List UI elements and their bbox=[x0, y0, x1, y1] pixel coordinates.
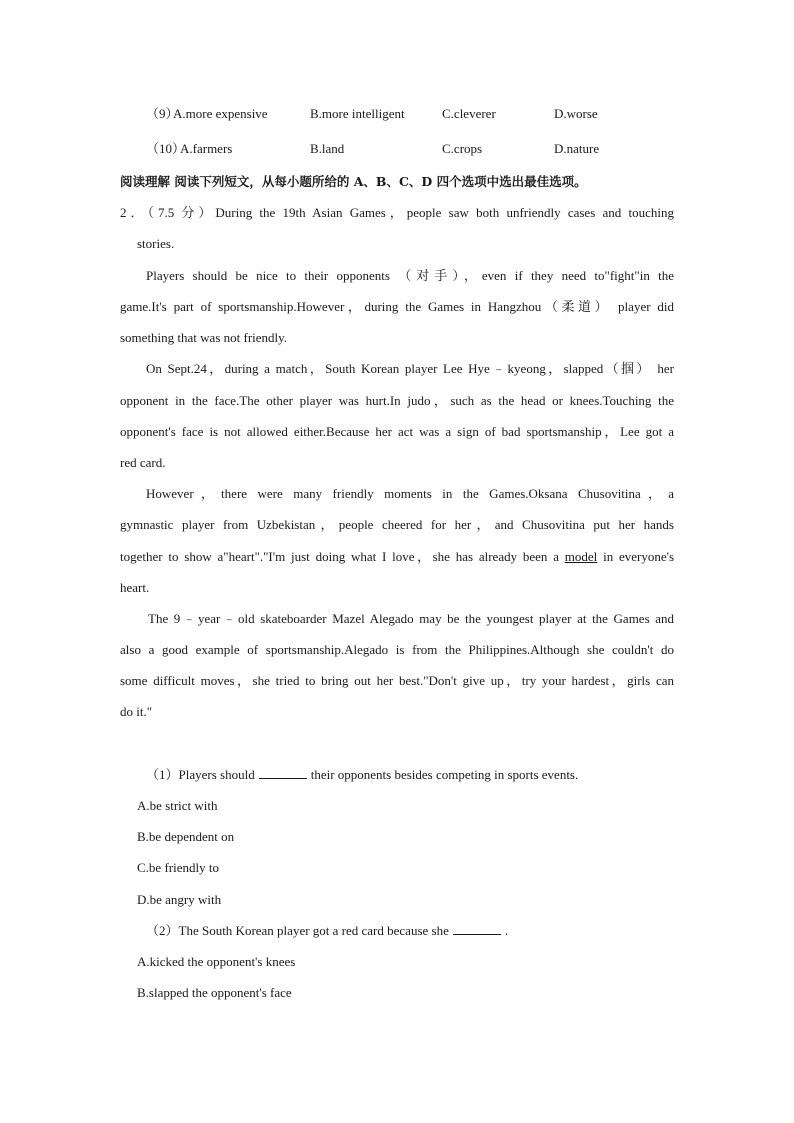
sub-question-1-stem bbox=[146, 767, 578, 783]
passage-text: in everyone's bbox=[603, 549, 675, 564]
passage-line-with-underline bbox=[120, 549, 674, 565]
option-a: A.farmers bbox=[180, 141, 233, 156]
sub-question-2-stem bbox=[146, 923, 508, 939]
option-d: D.nature bbox=[554, 141, 600, 156]
options-row-10 bbox=[146, 141, 666, 157]
passage-line: The 9﹣year﹣old skateboarder Mazel Alegado may be the youngest player at the Games and bbox=[148, 611, 674, 626]
passage-line: On Sept.24，during a match，South Korean player Lee Hye﹣kyeong，slapped（掴） her bbox=[146, 361, 674, 376]
sub-1-option-c: C.be friendly to bbox=[137, 860, 219, 875]
answer-blank bbox=[453, 923, 501, 935]
option-c: C.crops bbox=[442, 141, 483, 156]
question-number: （10） bbox=[146, 141, 186, 156]
passage-text: together to show a"heart"."I'm just doing what I love，she has already been a bbox=[120, 549, 559, 564]
option-d: D.worse bbox=[554, 106, 598, 121]
stem-text: （1）Players should bbox=[146, 767, 255, 782]
question-number: （9） bbox=[146, 106, 179, 121]
passage-line: also a good example of sportsmanship.Alegado is from the Philippines.Although she couldn't do bbox=[120, 642, 674, 657]
question-2-number: 2．（7.5 分） bbox=[120, 205, 216, 220]
option-b: B.land bbox=[310, 141, 345, 156]
sub-1-option-d: D.be angry with bbox=[137, 892, 222, 907]
stem-text: their opponents besides competing in sports events. bbox=[310, 767, 579, 782]
sub-1-option-b: B.be dependent on bbox=[137, 829, 235, 844]
options-row-9 bbox=[146, 106, 666, 122]
question-2-intro bbox=[120, 205, 674, 221]
sub-2-option-a: A.kicked the opponent's knees bbox=[137, 954, 296, 969]
passage-line: game.It's part of sportsmanship.However，during the Games in Hangzhou（柔道） player did bbox=[120, 299, 674, 314]
passage-line: opponent's face is not allowed either.Because her act was a sign of bad sportsmanship，Lee got a bbox=[120, 424, 674, 439]
passage-line: opponent in the face.The other player was hurt.In judo，such as the head or knees.Touching the bbox=[120, 393, 674, 408]
passage-line: some difficult moves，she tried to bring out her best."Don't give up，try your hardest，girls can bbox=[120, 673, 674, 688]
stem-text: （2）The South Korean player got a red card because she bbox=[146, 923, 449, 938]
passage-line: do it." bbox=[120, 704, 153, 719]
option-b: B.more intelligent bbox=[310, 106, 405, 121]
sub-2-option-b: B.slapped the opponent's face bbox=[137, 985, 292, 1000]
section-title: 阅读理解 阅读下列短文，从每小题所给的 A、B、C、D 四个选项中选出最佳选项。 bbox=[120, 174, 587, 189]
question-2-intro-text: During the 19th Asian Games，people saw both unfriendly cases and touching bbox=[215, 205, 674, 220]
question-2-intro-cont: stories. bbox=[137, 236, 175, 251]
passage-line: Players should be nice to their opponents （对手），even if they need to"fight"in the bbox=[146, 268, 674, 283]
passage-line: heart. bbox=[120, 580, 150, 595]
passage-line: something that was not friendly. bbox=[120, 330, 288, 345]
answer-blank bbox=[259, 767, 307, 779]
option-c: C.cleverer bbox=[442, 106, 496, 121]
passage-line: gymnastic player from Uzbekistan，people cheered for her，and Chusovitina put her hands bbox=[120, 517, 674, 532]
stem-text: . bbox=[504, 923, 509, 938]
sub-1-option-a: A.be strict with bbox=[137, 798, 218, 813]
underlined-word-model: model bbox=[564, 549, 598, 564]
option-a: A.more expensive bbox=[173, 106, 268, 121]
passage-line: However，there were many friendly moments in the Games.Oksana Chusovitina，a bbox=[146, 486, 674, 501]
passage-line: red card. bbox=[120, 455, 166, 470]
